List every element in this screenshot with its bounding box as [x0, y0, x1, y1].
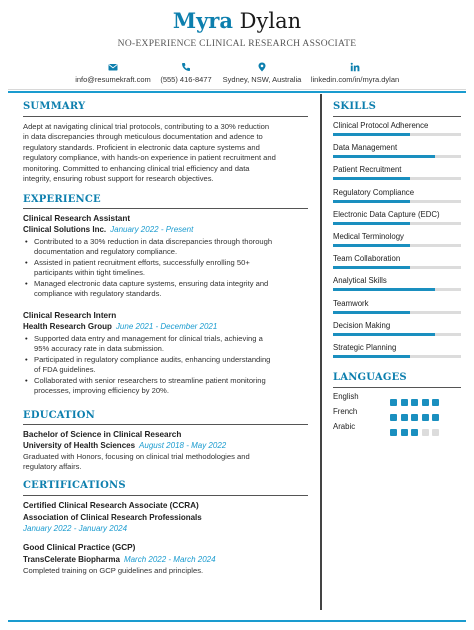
bullet-item: • Contributed to a 30% reduction in data discrepancies through thorough documentation and regulatory compliance.	[23, 237, 315, 258]
skill-level-bar	[333, 200, 461, 203]
skill-level-fill	[333, 200, 410, 203]
summary-line: monitoring. Committed to enhancing clinical trial efficiency and data	[23, 163, 250, 173]
skill-item	[333, 321, 461, 336]
bullet-item: • Assisted in patient recruitment efforts, successfully enrolling 50+ participants within tight timelines.	[23, 258, 315, 279]
certifications-heading: CERTIFICATIONS	[23, 480, 126, 491]
language-item	[333, 407, 463, 417]
job-title-2: Clinical Research Intern	[23, 311, 117, 320]
skill-item	[333, 188, 461, 203]
skill-item	[333, 299, 461, 314]
top-accent-rule	[8, 91, 466, 93]
column-divider	[320, 94, 322, 610]
summary-line: regulatory compliance, with hands-on experience in patient recruitment and	[23, 153, 276, 163]
linkedin-icon	[350, 62, 360, 72]
skill-label: Decision Making	[333, 320, 391, 330]
education-dates: August 2018 - May 2022	[139, 441, 227, 450]
summary-heading: SUMMARY	[23, 101, 86, 112]
skill-item	[333, 232, 461, 247]
skill-level-fill	[333, 311, 410, 314]
languages-heading: LANGUAGES	[333, 372, 407, 383]
bullet-item: • Participated in regulatory compliance audits, enhancing understanding of FDA guidelines.	[23, 355, 315, 376]
skill-item	[333, 276, 461, 291]
level-dot	[401, 429, 408, 436]
job-dates: January 2022 - Present	[110, 225, 194, 234]
job-bullets-2	[23, 334, 315, 396]
level-dot	[411, 399, 418, 406]
skill-level-bar	[333, 155, 461, 158]
job-org-line-2	[23, 322, 217, 331]
skill-item	[333, 210, 461, 225]
level-dot	[432, 429, 439, 436]
skill-level-bar	[333, 288, 461, 291]
skill-level-fill	[333, 177, 410, 180]
summary-line: Adept at navigating clinical trial protocols, contributing to a 30% reduction	[23, 122, 270, 131]
skill-item	[333, 165, 461, 180]
languages-rule	[333, 387, 461, 388]
summary-text	[23, 122, 315, 184]
skill-level-bar	[333, 333, 461, 336]
skill-level-fill	[333, 133, 410, 136]
language-item	[333, 422, 463, 432]
bullet-item: • Supported data entry and management for clinical trials, achieving a 95% accuracy rate in data submission.	[23, 334, 315, 355]
degree-title: Bachelor of Science in Clinical Research	[23, 430, 182, 439]
skill-label: Strategic Planning	[333, 343, 397, 352]
level-dot	[390, 429, 397, 436]
bullet-item: • Managed electronic data capture systems, ensuring data integrity and compliance with regulatory standards.	[23, 279, 315, 300]
summary-line: in data discrepancies through meticulous documentation and adence to	[23, 132, 263, 142]
contact-linkedin[interactable]	[290, 62, 420, 84]
skill-item	[333, 254, 461, 269]
resume-header	[0, 0, 474, 92]
skill-label: Patient Recruitment	[333, 165, 402, 175]
email-text: info@resumekraft.com	[75, 75, 151, 84]
school-line	[23, 441, 226, 450]
skill-label: Analytical Skills	[333, 276, 387, 286]
language-item	[333, 392, 463, 402]
summary-line: integrity, ensuring robust support for research objectives.	[23, 174, 214, 184]
skill-level-fill	[333, 266, 410, 269]
skill-level-bar	[333, 266, 461, 269]
job-org-line-1	[23, 225, 193, 234]
skill-item	[333, 143, 461, 158]
skill-level-fill	[333, 155, 435, 158]
location-text: Sydney, NSW, Australia	[222, 75, 302, 84]
skill-level-fill	[333, 288, 435, 291]
job-dates: June 2021 - December 2021	[115, 322, 218, 331]
job-org: Clinical Solutions Inc.	[23, 225, 107, 234]
skill-label: Medical Terminology	[333, 232, 404, 241]
language-label: French	[333, 407, 358, 416]
skill-label: Data Management	[333, 143, 398, 153]
job-title-1: Clinical Research Assistant	[23, 214, 131, 223]
skill-level-fill	[333, 222, 410, 225]
header-divider	[8, 89, 466, 90]
level-dot	[432, 399, 439, 406]
email-icon	[108, 62, 118, 72]
cert-name-2: Good Clinical Practice (GCP)	[23, 543, 136, 552]
language-label: English	[333, 392, 359, 401]
cert-issuer-line-2	[23, 555, 216, 564]
level-dot	[401, 399, 408, 406]
skill-level-bar	[333, 177, 461, 180]
location-icon	[257, 62, 267, 72]
level-dot	[390, 399, 397, 406]
summary-rule	[23, 116, 308, 117]
cert-name-1: Certified Clinical Research Associate (CCRA)	[23, 501, 199, 510]
skill-level-fill	[333, 244, 410, 247]
bullet-item: • Collaborated with senior researchers to streamline patient monitoring processes, improving efficiency by 20%.	[23, 376, 315, 397]
skill-level-bar	[333, 222, 461, 225]
education-heading: EDUCATION	[23, 410, 95, 421]
level-dot	[411, 429, 418, 436]
skill-label: Teamwork	[333, 298, 369, 308]
level-dot	[432, 414, 439, 421]
education-line: regulatory affairs.	[23, 462, 82, 472]
skill-level-fill	[333, 355, 410, 358]
language-level-dots	[390, 423, 443, 441]
skill-item	[333, 343, 461, 358]
cert-desc-2: Completed training on GCP guidelines and principles.	[23, 566, 204, 575]
cert-dates: March 2022 - March 2024	[123, 555, 216, 564]
skill-label: Team Collaboration	[333, 254, 401, 264]
education-text	[23, 452, 315, 473]
skill-level-bar	[333, 311, 461, 314]
level-dot	[401, 414, 408, 421]
education-rule	[23, 424, 308, 425]
level-dot	[422, 414, 429, 421]
language-label: Arabic	[333, 422, 356, 431]
skill-label: Electronic Data Capture (EDC)	[333, 209, 440, 219]
job-title: NO-EXPERIENCE CLINICAL RESEARCH ASSOCIATE	[117, 39, 357, 49]
skills-heading: SKILLS	[333, 101, 377, 112]
summary-line: regulatory standards. Proficient in electronic data capture systems and	[23, 142, 260, 152]
first-name: Myra	[172, 8, 233, 33]
job-org: Health Research Group	[23, 322, 112, 331]
level-dot	[390, 414, 397, 421]
skill-level-bar	[333, 133, 461, 136]
cert-issuer: TransCelerate Biopharma	[23, 555, 120, 564]
experience-rule	[23, 208, 308, 209]
experience-heading: EXPERIENCE	[23, 194, 101, 205]
level-dot	[422, 399, 429, 406]
education-line: Graduated with Honors, focusing on clinical trial methodologies and	[23, 452, 250, 461]
level-dot	[422, 429, 429, 436]
contact-bar	[0, 62, 474, 88]
certifications-rule	[23, 495, 308, 496]
skill-item	[333, 121, 461, 136]
job-bullets-1	[23, 237, 315, 299]
skills-rule	[333, 116, 461, 117]
skill-label: Regulatory Compliance	[333, 187, 415, 197]
skill-level-bar	[333, 355, 461, 358]
bottom-accent-rule	[8, 620, 466, 622]
phone-text: (555) 416-8477	[160, 75, 212, 84]
level-dot	[411, 414, 418, 421]
last-name: Dylan	[239, 9, 302, 33]
linkedin-text: linkedin.com/in/myra.dylan	[310, 75, 400, 84]
phone-icon	[181, 62, 191, 72]
cert-dates-1: January 2022 - January 2024	[23, 524, 128, 533]
school-name: University of Health Sciences	[23, 441, 136, 450]
cert-issuer-1: Association of Clinical Research Professionals	[23, 513, 202, 522]
candidate-name	[0, 8, 474, 34]
skill-level-fill	[333, 333, 435, 336]
skill-level-bar	[333, 244, 461, 247]
skill-label: Clinical Protocol Adherence	[333, 121, 429, 130]
